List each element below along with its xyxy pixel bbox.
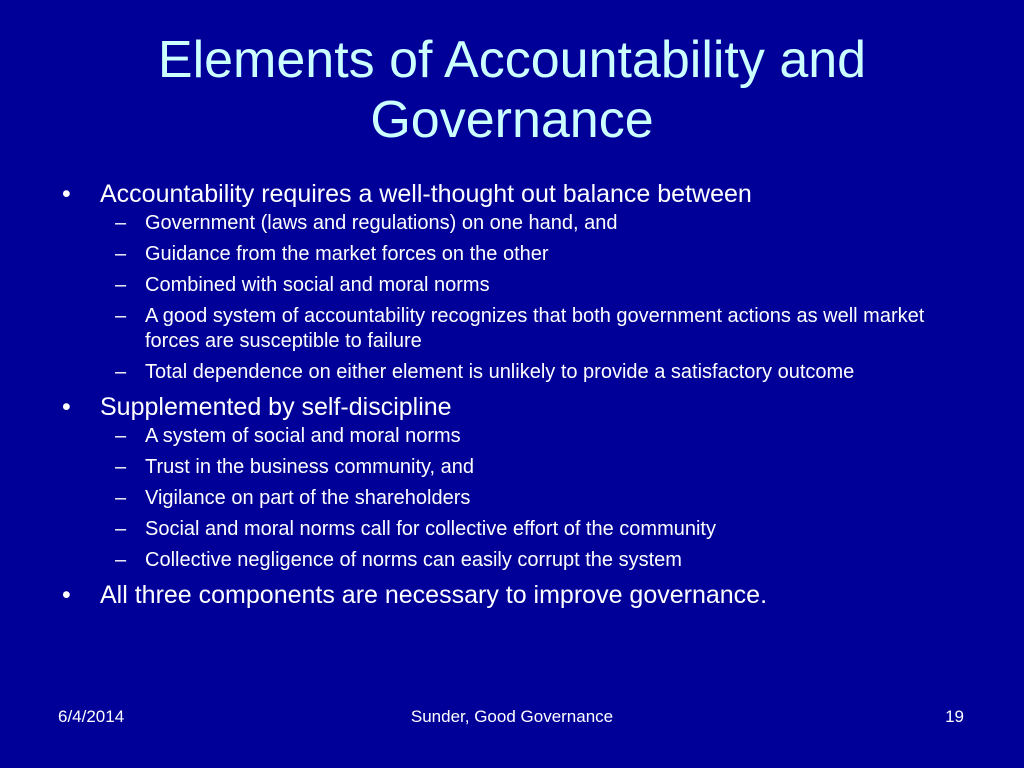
slide-title — [40, 30, 984, 150]
sub-bullet-item — [115, 548, 982, 573]
sub-bullet-text: Trust in the business community, and — [145, 456, 475, 478]
dash-icon: – — [115, 274, 127, 296]
slide-body — [62, 178, 982, 612]
sub-bullet-item — [115, 486, 982, 511]
bullet-text: Accountability requires a well-thought out balance between — [100, 180, 752, 208]
dash-icon: – — [115, 549, 127, 571]
sub-bullet-text: Guidance from the market forces on the other — [145, 243, 549, 265]
sub-bullet-text: Collective negligence of norms can easily corrupt the system — [145, 549, 682, 571]
sub-bullet-item — [115, 360, 982, 385]
bullet-item — [62, 178, 982, 210]
sub-bullet-text: Combined with social and moral norms — [145, 274, 490, 296]
sub-bullet-item — [115, 517, 982, 542]
page-number: 19 — [945, 707, 964, 726]
bullet-text: All three components are necessary to improve governance. — [100, 581, 768, 609]
sub-bullet-item — [115, 273, 982, 298]
sub-bullet-item — [115, 455, 982, 480]
dash-icon: – — [115, 243, 127, 265]
dash-icon: – — [115, 361, 127, 383]
title-line-2: Governance — [370, 91, 654, 149]
dash-icon: – — [115, 518, 127, 540]
sub-bullet-text: Total dependence on either element is unlikely to provide a satisfactory outcome — [145, 361, 855, 383]
dash-icon: – — [115, 456, 127, 478]
footer-date: 6/4/2014 — [58, 707, 125, 726]
bullet-icon: • — [62, 180, 71, 208]
sub-bullet-text: Vigilance on part of the shareholders — [145, 487, 471, 509]
sub-bullet-item — [115, 304, 982, 354]
dash-icon: – — [115, 425, 127, 447]
bullet-icon: • — [62, 581, 71, 609]
sub-bullet-text: A good system of accountability recognizes that both government actions as well market forces are susceptible to failure — [145, 305, 925, 352]
bullet-item — [62, 391, 982, 423]
sub-bullet-item — [115, 242, 982, 267]
sub-bullet-item — [115, 211, 982, 236]
bullet-item — [62, 579, 982, 611]
sub-bullet-text: Government (laws and regulations) on one hand, and — [145, 212, 618, 234]
footer-title: Sunder, Good Governance — [410, 707, 614, 726]
title-line-1: Elements of Accountability and — [157, 31, 867, 89]
dash-icon: – — [115, 212, 127, 234]
sub-bullet-text: A system of social and moral norms — [145, 425, 461, 447]
sub-bullet-text: Social and moral norms call for collective effort of the community — [145, 518, 716, 540]
dash-icon: – — [115, 305, 127, 327]
bullet-icon: • — [62, 393, 71, 421]
bullet-text: Supplemented by self-discipline — [100, 393, 452, 421]
sub-bullet-item — [115, 424, 982, 449]
dash-icon: – — [115, 487, 127, 509]
